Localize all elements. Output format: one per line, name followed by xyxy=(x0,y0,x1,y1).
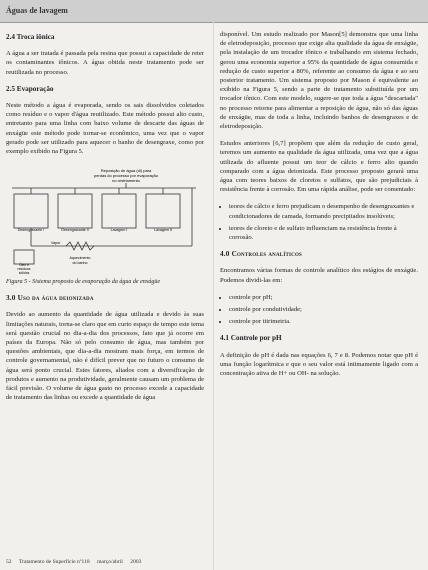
fig-top-label-1: Reposição de água (di) para xyxy=(100,168,152,174)
tank-lavagem-1 xyxy=(102,194,136,228)
tank-1-label: Desengraxante I xyxy=(17,228,45,233)
residue-label-1: Óleo e xyxy=(19,263,29,268)
fig-top-label-2: perdas do processo por evaporação xyxy=(93,173,159,179)
tank-4-label: Lavagem II xyxy=(154,228,172,233)
section-4-1-title: 4.1 Controle por pH xyxy=(220,334,282,343)
section-4-0-title: 4.0 Controles analíticos xyxy=(220,250,303,259)
list-item: • teores de cloreto e de sulfato influenciam na resistência frente à corrosão. xyxy=(229,224,418,242)
running-header-title: Águas de lavagem xyxy=(6,6,68,15)
section-3-0-title: 3.0 Uso da água deionizada xyxy=(6,294,94,303)
list-item: • controle por condutividade; xyxy=(229,305,418,314)
tank-lavagem-2 xyxy=(146,194,180,228)
tank-desengraxante-2 xyxy=(58,194,92,228)
list-item: • controle por titrimetria. xyxy=(229,317,418,326)
tank-2-label: Desengraxante II xyxy=(61,228,89,233)
figure-5-diagram xyxy=(6,164,204,274)
tank-desengraxante-1 xyxy=(14,194,48,228)
evaporation-diagram-svg xyxy=(6,164,204,274)
list-item: • controle por pH; xyxy=(229,293,418,302)
list-item: • teores de cálcio e ferro prejudicam o desempenho de desengraxantes e condicionadores de camada, formando precipitados insolúveis; xyxy=(229,202,418,220)
bullet-list-2 xyxy=(220,293,418,327)
section-2-4-paragraph: A água a ser tratada é passada pela resina que possui a capacidade de reter os contaminantes iônicos. A água obtida neste tratamento pode ser reutilizada no processo. xyxy=(6,50,204,76)
residue-box xyxy=(14,250,34,264)
fig-top-label-3: no resfriamento xyxy=(112,178,140,184)
heating-label-2: do banho xyxy=(72,261,88,266)
section-4-1-paragraph: A definição de pH é dada nas equações 6, 7 e 8. Podemos notar que pH é uma função logarítmica e que o seu valor está intimamente ligado com a concentração ativa de H+ ou OH- na solução. xyxy=(220,351,418,378)
right-paragraph-1: disponível. Um estudo realizado por Mason[5] demonstra que uma linha de eletrodeposição, processo que exige alta qualidade da água de enxágüe, pela instalação de um trocador iônico e trabalhando em sistema fechado, gerou uma economia superior a 95% da quantidade de água consumida e redução de custo superior a 80%, referente ao consumo da água e ao seu posterior tratamento. Um sistema proposto por Mason é equivalente ao exibido na Figura 5, sendo a parte de tratamento substituída por um trocador iônico. Com este modelo, sugere-se que toda a água "descartada" no processo retorne para alimentar a reposição de água, não só das águas de enxágüe, mas de toda a linha, incluindo banhos de desengraxes e de eletrodeposição. xyxy=(220,31,418,131)
page-number: 52 xyxy=(6,559,12,565)
bullet-list-1 xyxy=(220,202,418,242)
right-paragraph-2: Estudos anteriores [6,7] propõem que além da redução de custo geral, teremos um aumento na qualidade da água utilizada, uma vez que a água utilizada do afluente possui um teor de cálcio e ferro alto quando comparado com a água deionizada. Este processo proposto gerará uma água com teores baixos de cloretos e sulfatos, que são prejudiciais à resistência frente à corrosão. Em uma rápida análise, pode ser comentado: xyxy=(220,140,418,194)
right-column xyxy=(220,30,418,386)
page-footer xyxy=(6,559,147,565)
section-2-4-title: 2.4 Troca iônica xyxy=(6,33,55,41)
tank-3-label: Lavagem I xyxy=(110,228,128,233)
residue-label-3: sólidos xyxy=(18,271,30,275)
residue-label-2: resíduos xyxy=(17,267,31,272)
issue-date: março/abril xyxy=(97,559,123,565)
left-column xyxy=(6,30,204,410)
header-bar xyxy=(0,0,428,23)
section-4-0-paragraph: Encontramos várias formas de controle analítico dos estágios de enxágüe. Podemos dividi-las em: xyxy=(220,267,418,284)
heating-label-1: Aquecimento xyxy=(69,256,91,261)
tanks-group xyxy=(14,188,192,250)
issue-year: 2003 xyxy=(130,559,142,565)
page-gutter xyxy=(213,22,214,570)
vapor-label: Vapor xyxy=(51,241,61,246)
section-2-5-title: 2.5 Evaporação xyxy=(6,84,54,93)
journal-name: Tratamento de Superfície nº118 xyxy=(18,559,90,565)
section-2-5-paragraph: Neste método a água é evaporada, sendo os sais dissolvidos coletados como resíduo e o vapor d'água reutilizado. Este método possui alto custo, entretanto para uma linha com baixo volume de descarte das águas de enxágüe este método pode tornar-se econômico, uma vez que o vapor gerado pode ser utilizado para aquecer o banho de desengraxe, como por exemplo exibido na Figura 5. xyxy=(6,102,204,156)
figure-5-caption: Figura 5 - Sistema proposto de evaporação da água de enxágüe xyxy=(6,279,161,286)
section-3-0-paragraph: Devido ao aumento da quantidade de água utilizada e devido às suas limitações naturais, torna-se claro que em curto espaço de tempo este tema será questão crucial no dia-a-dia dos processos, fato que já ocorre em países da Europa. Não só pelo consumo de água, mas também por questões ambientais, que dia-a-dia mostram mais força, em termos de controle governamental, não é difícil prever que no futuro o consumo de água será ponto crucial. Estes fatores, aliados com a diversificação de produtos e aumento na produtividade, geralmente causam um problema de fácil previsão. O volume de água gasto no processo excede a capacidade de tratamento das linhas ou excede a quantidade de água xyxy=(6,311,204,402)
